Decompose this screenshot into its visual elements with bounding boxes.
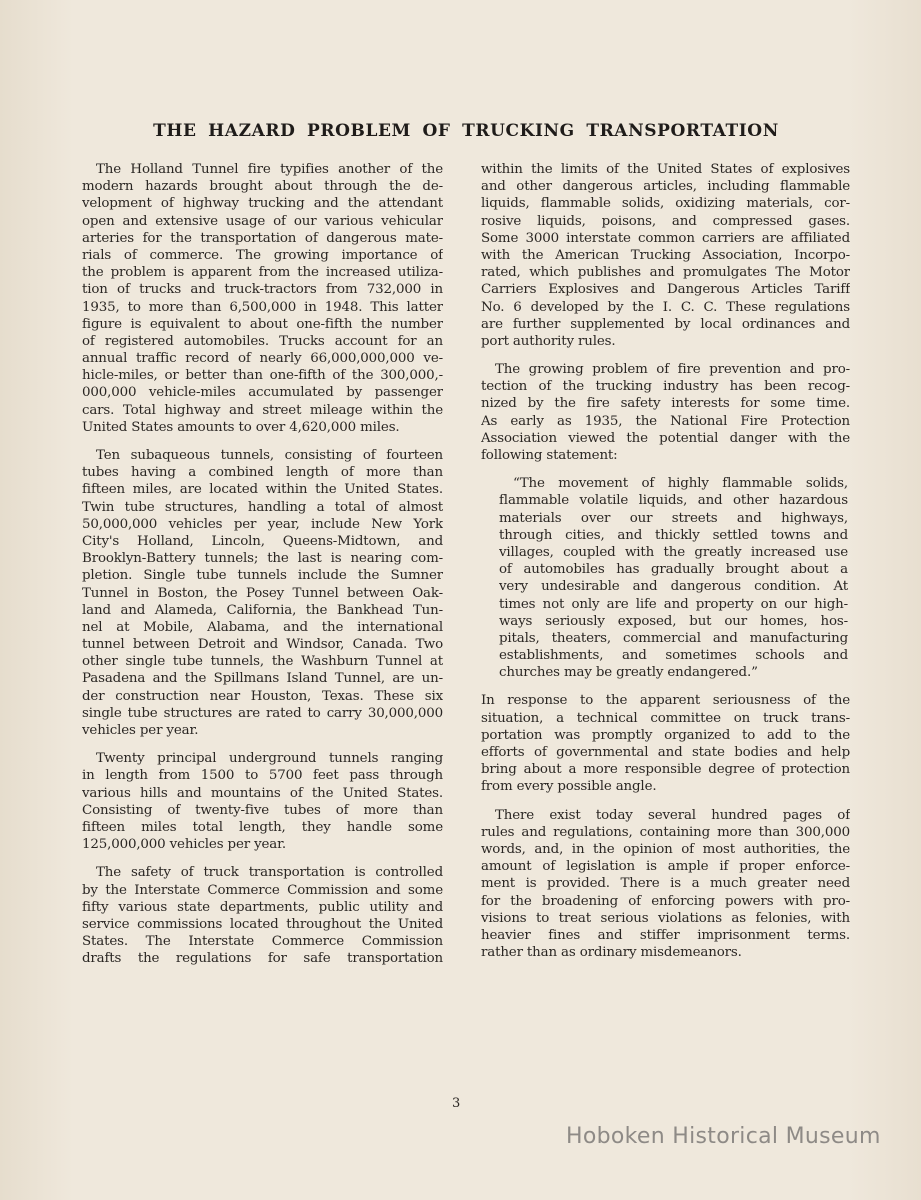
paragraph	[481, 807, 850, 962]
text-line: Association viewed the potential danger with the	[481, 430, 850, 446]
text-line: various hills and mountains of the United States.	[82, 785, 443, 801]
text-line: hicle-miles, or better than one-fifth of the 300,000,-	[82, 368, 443, 384]
text-line: through cities, and thickly settled towns and	[499, 527, 848, 543]
text-line: 000,000 vehicle-miles accumulated by passenger	[82, 385, 443, 401]
text-line: port authority rules.	[481, 333, 616, 349]
text-line: Some 3000 interstate common carriers are affiliated	[481, 230, 850, 246]
text-line: materials over our streets and highways,	[499, 510, 848, 526]
block-quote	[499, 475, 848, 681]
text-line: for the broadening of enforcing powers with pro-	[481, 893, 850, 909]
text-line: efforts of governmental and state bodies and help	[481, 745, 850, 760]
text-line: Twin tube structures, handling a total of almost	[82, 499, 443, 515]
text-line: 125,000,000 vehicles per year.	[82, 837, 286, 853]
text-line: City's Holland, Lincoln, Queens-Midtown, and	[82, 533, 443, 549]
text-line: arteries for the transportation of dangerous mate-	[82, 230, 443, 246]
text-line: the problem is apparent from the increased utiliza-	[82, 265, 443, 281]
text-line: annual traffic record of nearly 66,000,000,000 ve-	[82, 351, 443, 367]
text-line: drafts the regulations for safe transportation	[82, 951, 443, 967]
right-column	[481, 161, 850, 972]
text-line: ment is provided. There is a much greater need	[481, 876, 850, 892]
paragraph	[82, 161, 443, 436]
paragraph	[82, 750, 443, 853]
text-line: villages, coupled with the greatly increased use	[499, 544, 848, 560]
text-line: The growing problem of fire prevention and pro-	[495, 362, 850, 378]
text-line: Consisting of twenty-five tubes of more than	[82, 802, 443, 818]
text-line: vehicles per year.	[82, 723, 199, 738]
text-line: nized by the fire safety interests for some time.	[481, 396, 850, 412]
left-column	[82, 161, 443, 978]
text-line: pletion. Single tube tunnels include the Sumner	[82, 568, 443, 584]
paragraph	[481, 161, 850, 350]
text-line: following statement:	[481, 448, 618, 463]
text-line: Tunnel in Boston, the Posey Tunnel between Oak-	[82, 585, 443, 601]
text-line: tunnel between Detroit and Windsor, Canada. Two	[82, 637, 443, 653]
text-line: heavier fines and stiffer imprisonment terms.	[481, 927, 850, 943]
text-line: single tube structures are rated to carry 30,000,000	[82, 705, 443, 721]
paragraph	[82, 864, 443, 967]
text-line: der construction near Houston, Texas. These six	[82, 688, 443, 704]
text-line: nel at Mobile, Alabama, and the international	[82, 619, 443, 635]
page-number: 3	[452, 1096, 461, 1111]
paragraph	[481, 692, 850, 795]
text-line: As early as 1935, the National Fire Protection	[481, 413, 850, 429]
text-line: and other dangerous articles, including flammable	[481, 179, 850, 195]
text-line: rather than as ordinary misdemeanors.	[481, 945, 742, 961]
text-line: of registered automobiles. Trucks account for an	[82, 333, 443, 349]
text-line: ways seriously exposed, but our homes, hos-	[499, 613, 848, 629]
text-line: rated, which publishes and promulgates The Motor	[481, 265, 850, 281]
text-line: land and Alameda, California, the Bankhead Tun-	[82, 602, 443, 618]
text-line: pitals, theaters, commercial and manufacturing	[499, 630, 848, 646]
text-line: visions to treat serious violations as felonies, with	[481, 910, 850, 926]
text-line: The safety of truck transportation is controlled	[96, 865, 443, 881]
text-line: tection of the trucking industry has been recog-	[481, 379, 850, 395]
text-line: portation was promptly organized to add to the	[481, 727, 850, 743]
paragraph	[481, 361, 850, 464]
watermark: Hoboken Historical Museum	[566, 1124, 881, 1149]
text-line: tubes having a combined length of more than	[82, 465, 443, 481]
text-line: times not only are life and property on our high-	[499, 596, 848, 612]
text-line: The Holland Tunnel fire typifies another of the	[96, 162, 443, 177]
text-line: within the limits of the United States of explosives	[481, 162, 850, 177]
text-line: from every possible angle.	[481, 779, 657, 795]
text-line: Pasadena and the Spillmans Island Tunnel, are un-	[82, 671, 443, 687]
text-line: are further supplemented by local ordinances and	[481, 316, 850, 332]
text-line: bring about a more responsible degree of protection	[481, 762, 850, 778]
text-line: rosive liquids, poisons, and compressed gases.	[481, 213, 850, 229]
text-line: fifty various state departments, public utility and	[82, 899, 443, 915]
text-line: United States amounts to over 4,620,000 miles.	[82, 419, 400, 435]
text-line: by the Interstate Commerce Commission and some	[82, 882, 443, 898]
page-title: THE HAZARD PROBLEM OF TRUCKING TRANSPORTATION	[153, 121, 779, 141]
text-line: Ten subaqueous tunnels, consisting of fourteen	[96, 448, 443, 463]
text-line: rials of commerce. The growing importance of	[82, 247, 443, 263]
text-line: 1935, to more than 6,500,000 in 1948. This latter	[82, 299, 443, 315]
text-line: other single tube tunnels, the Washburn Tunnel at	[82, 654, 443, 670]
text-line: “The movement of highly flammable solids,	[513, 476, 848, 492]
text-line: very undesirable and dangerous condition. At	[499, 579, 848, 595]
text-line: churches may be greatly endangered.”	[499, 665, 758, 681]
text-line: flammable volatile liquids, and other hazardous	[499, 493, 848, 509]
text-line: cars. Total highway and street mileage within the	[82, 402, 443, 418]
text-line: with the American Trucking Association, Incorpo-	[481, 247, 850, 263]
text-line: fifteen miles, are located within the United States.	[82, 482, 443, 498]
text-line: establishments, and sometimes schools and	[499, 648, 848, 664]
text-line: words, and, in the opinion of most authorities, the	[481, 841, 850, 857]
text-line: situation, a technical committee on truck trans-	[481, 710, 850, 726]
text-line: rules and regulations, containing more than 300,000	[481, 824, 850, 840]
text-line: Brooklyn-Battery tunnels; the last is nearing com-	[82, 551, 443, 567]
text-line: open and extensive usage of our various vehicular	[82, 213, 443, 229]
text-line: in length from 1500 to 5700 feet pass through	[82, 768, 443, 784]
text-line: of automobiles has gradually brought about a	[499, 562, 848, 578]
text-line: fifteen miles total length, they handle some	[82, 819, 443, 835]
text-line: service commissions located throughout the United	[82, 916, 443, 932]
text-line: There exist today several hundred pages of	[495, 807, 850, 823]
text-line: modern hazards brought about through the de-	[82, 179, 443, 195]
text-line: States. The Interstate Commerce Commission	[82, 934, 443, 950]
text-line: No. 6 developed by the I. C. C. These regulations	[481, 299, 850, 315]
text-line: liquids, flammable solids, oxidizing materials, cor-	[481, 196, 850, 212]
text-line: 50,000,000 vehicles per year, include New York	[82, 516, 443, 532]
text-line: In response to the apparent seriousness of the	[481, 693, 850, 709]
text-line: Carriers Explosives and Dangerous Articles Tariff	[481, 282, 850, 298]
paragraph	[82, 447, 443, 739]
text-line: amount of legislation is ample if proper enforce-	[481, 859, 850, 875]
text-line: velopment of highway trucking and the attendant	[82, 196, 443, 212]
text-line: Twenty principal underground tunnels ranging	[96, 751, 443, 767]
text-line: figure is equivalent to about one-fifth the number	[82, 316, 443, 332]
text-line: tion of trucks and truck-tractors from 732,000 in	[82, 282, 443, 298]
